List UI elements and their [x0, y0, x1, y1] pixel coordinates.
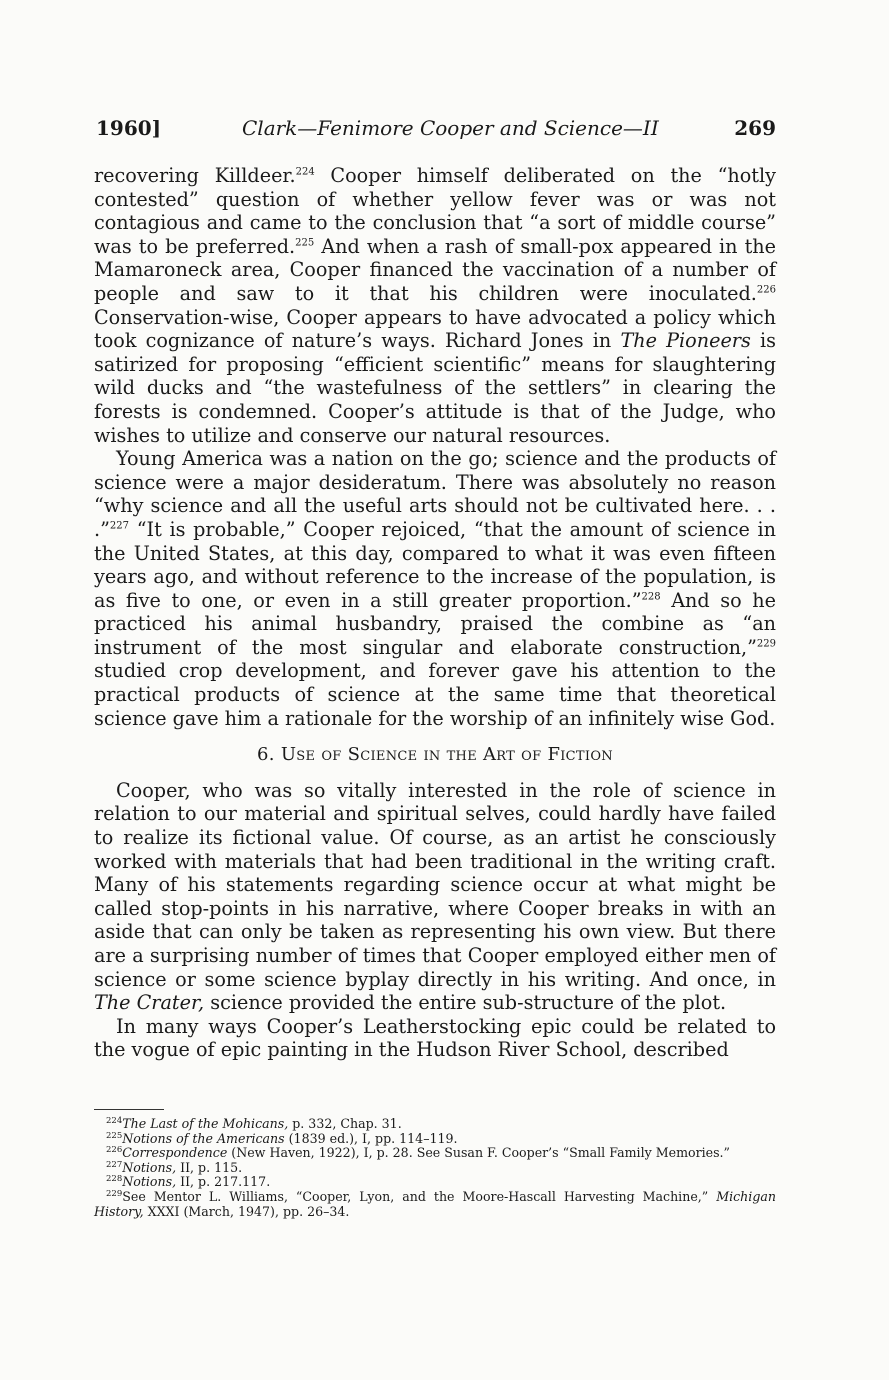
footnote-number: 225	[106, 1130, 123, 1141]
text-run: And when a rash of small-pox appeared in the Mamaroneck area, Cooper financed the vaccination of a number of people and saw to it that his children were inoculated.	[94, 234, 776, 305]
footnote-ref-224: 224	[295, 166, 315, 178]
text-run: Conservation-wise, Cooper appears to have advocated a policy which took cognizance of nature’s ways. Richard Jones in	[94, 305, 776, 353]
footnote-number: 224	[106, 1115, 123, 1126]
footnote-225	[94, 1132, 776, 1147]
paragraph-1	[94, 164, 776, 447]
text-run: In many ways Cooper’s Leatherstocking epic could be related to the vogue of epic painting in the Hudson River School, described	[94, 1014, 776, 1062]
footnote-ref-227: 227	[109, 520, 130, 532]
footnote-226	[94, 1146, 776, 1161]
text-run: is satirized for proposing “efficient scientific” means for slaughtering wild ducks and “the wastefulness of the settlers” in clearing the forests is condemned. Cooper’s attitude is that of the Judge, who wishes to utilize and conserve our natural resources.	[94, 329, 776, 447]
footnote-text: (1839 ed.), I, pp. 114–119.	[284, 1130, 458, 1146]
text-run: “It is probable,” Cooper rejoiced, “that the amount of science in the United States, at this day, compared to what it was even fifteen years ago, and without reference to the increase of the population, is as five to one, or even in a still greater proportion.”	[94, 517, 776, 612]
footnote-224	[94, 1117, 776, 1132]
text-run: Cooper, who was so vitally interested in the role of science in relation to our material and spiritual selves, could hardly have failed to realize its fictional value. Of course, as an artist he consciously worked with materials that had been traditional in the writing craft. Many of his statements regarding science occur at what might be called stop-points in his narrative, where Cooper breaks in with an aside that can only be taken as representing his own view. But there are a surprising number of times that Cooper employed either men of science or some science byplay directly in his writing. And once, in	[94, 778, 776, 991]
footnote-title: Michigan History,	[94, 1188, 776, 1219]
footnote-number: 229	[106, 1188, 123, 1199]
footnote-title: Notions,	[122, 1174, 177, 1190]
text-run: Cooper himself deliberated on the “hotly contested” question of whether yellow fever was or was not contagious and came to the conclusion that “a sort of middle course” was to be preferred.	[94, 164, 776, 258]
footnote-text: (New Haven, 1922), I, p. 28. See Susan F. Cooper’s “Small Family Memories.”	[227, 1145, 731, 1161]
paragraph-4	[94, 1015, 776, 1062]
paragraph-3	[94, 779, 776, 1015]
footnote-title: The Last of the Mohicans,	[122, 1116, 289, 1131]
footnote-227	[94, 1161, 776, 1176]
footnote-ref-225: 225	[295, 237, 315, 249]
footnote-text: See Mentor L. Williams, “Cooper, Lyon, and the Moore-Hascall Harvesting Machine,”	[122, 1188, 717, 1204]
footnote-text: XXXI (March, 1947), pp. 26–34.	[143, 1203, 350, 1219]
footnote-ref-226: 226	[756, 284, 776, 296]
footnote-ref-229: 229	[756, 638, 776, 650]
footnote-title: Notions of the Americans	[122, 1130, 285, 1146]
page-number: 269	[734, 116, 776, 140]
text-run: recovering Killdeer.	[94, 164, 296, 187]
text-run: studied crop development, and forever gave his attention to the practical products of science at the same time that theoretical science gave him a rationale for the worship of an infinitely wise God.	[94, 659, 776, 730]
paragraph-2	[94, 447, 776, 730]
running-header	[96, 116, 776, 146]
footnote-number: 228	[106, 1174, 123, 1185]
body-text	[94, 164, 776, 1062]
text-run: And so he practiced his animal husbandry, praised the combine as “an instrument of the most singular and elaborate construction,”	[94, 588, 776, 659]
footnote-title: Notions,	[122, 1159, 177, 1175]
book-title-crater: The Crater,	[94, 991, 205, 1015]
footnotes	[94, 1117, 776, 1219]
footnote-title: Correspondence	[122, 1145, 228, 1161]
text-run: science provided the entire sub-structure of the plot.	[204, 991, 727, 1015]
book-title-pioneers: The Pioneers	[620, 329, 751, 353]
footnote-text: II, p. 115.	[176, 1159, 243, 1175]
section-heading: 6. Use of Science in the Art of Fiction	[257, 744, 613, 766]
footnote-divider	[94, 1109, 164, 1110]
footnote-text: p. 332, Chap. 31.	[288, 1116, 402, 1131]
footnote-ref-228: 228	[641, 591, 661, 603]
footnote-text: II, p. 217.117.	[176, 1174, 271, 1190]
text-run: Young America was a nation on the go; science and the products of science were a major desideratum. There was absolutely no reason “why science and all the useful arts should not be cultivated here. . . .”	[94, 447, 776, 541]
footnote-number: 226	[106, 1145, 123, 1155]
footnote-number: 227	[106, 1159, 123, 1170]
header-year: 1960]	[96, 116, 162, 140]
running-title: Clark—Fenimore Cooper and Science—II	[242, 116, 659, 140]
footnote-228	[94, 1175, 776, 1190]
footnote-229	[94, 1190, 776, 1219]
